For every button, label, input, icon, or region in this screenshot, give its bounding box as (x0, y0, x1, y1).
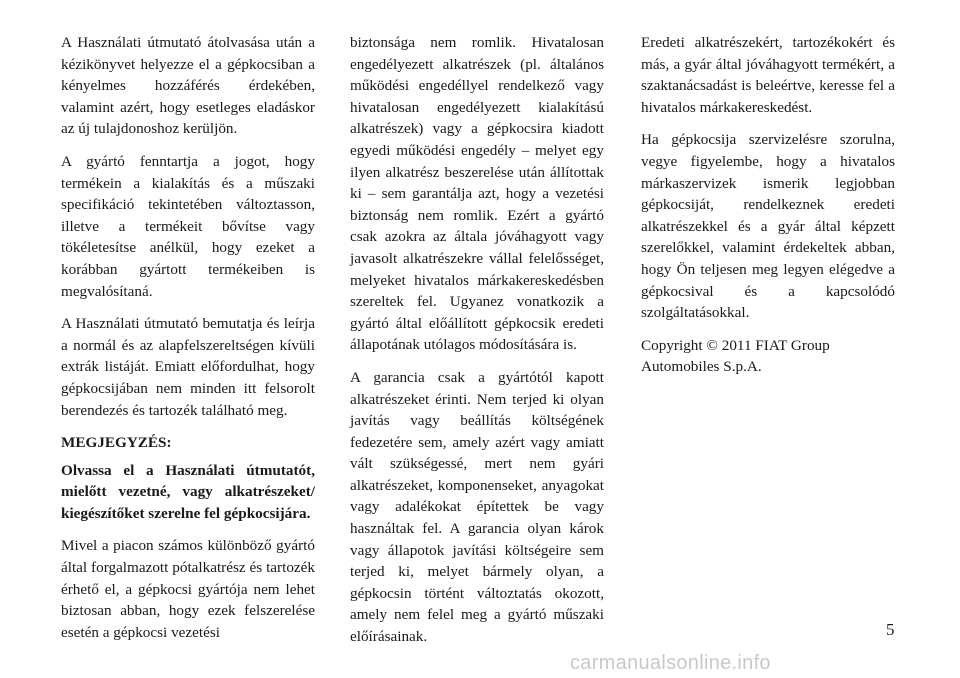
page-number: 5 (886, 620, 895, 639)
paragraph-manual-storage: A Használati útmutató átolvasása után a kézikönyvet helyezze el a gépkocsiban a kényelmes hozzáférés érdekében, valamint azért, hogy esetleges eladáskor az új tulajdonoshoz kerüljön. (61, 34, 315, 138)
text-column-middle (350, 32, 604, 659)
note-text: Olvassa el a Használati útmutatót, mielőtt vezetné, vagy alkatrészeket/ kiegészítőket szerelne fel gépkocsijára. (61, 461, 315, 522)
paragraph-service: Ha gépkocsija szervizelésre szorulna, vegye figyelembe, hogy a hivatalos márkaszervizek ismerik legjobban gépkocsiját, rendelkeznek eredeti alkatrészekkel és a gyár által képzett szerelőkkel, valamint érdekeltek abban, hogy Ön teljesen meg legyen elégedve a gépkocsival és a kapcsolódó szolgáltatásokkal. (641, 131, 895, 322)
paragraph-approved-parts: biztonsága nem romlik. Hivatalosan engedélyezett alkatrészek (pl. általános működési engedéllyel rendelkező vagy hivatalosan engedélyezett kialakítású alkatrészek) vagy a gépkocsira kiadott egyedi működési engedély – melyet egy ilyen alkatrész beszerelése után állítottak ki – sem garantálja azt, hogy a vezetési biztonság nem romlik. Ezért a gyártó csak azokra az általa jóváhagyott vagy javasolt alkatrészekre vállal felelősséget, melyeket hivatalos márkakereskedésben szereltek fel. Ugyanez vonatkozik a gyártó által előállított gépkocsik eredeti állapotának utólagos módosítására is. (350, 34, 604, 354)
copyright-notice: Copyright © 2011 FIAT Group Automobiles S.p.A. (641, 336, 830, 376)
paragraph-manufacturer-rights: A gyártó fenntartja a jogot, hogy termékein a kialakítás és a műszaki specifikáció tekintetében változtasson, illetve a termékeit bővítse vagy tökéletesítse anélkül, hogy ezeket a korábban gyártott termékeiben is megvalósítaná. (61, 152, 315, 300)
paragraph-warranty: A garancia csak a gyártótól kapott alkatrészeket érinti. Nem terjed ki olyan javítás vagy beállítás költségének fedezetére sem, amely azért vagy amiatt vált szükségessé, mert nem gyári alkatrészeket, komponenseket, anyagokat vagy adalékokat építettek be vagy használtak fel. A garancia olyan károk vagy állapotok javítási költségeire sem terjed ki, melyet bármely olyan, a gépkocsin történt változtatás okozott, amely nem felel meg a gyártó műszaki előírásainak. (350, 368, 604, 646)
paragraph-aftermarket-parts: Mivel a piacon számos különböző gyártó által forgalmazott pótalkatrész és tartozék érhető el, a gépkocsi gyártója nem lehet biztosan abban, hogy ezek felszerelése esetén a gépkocsi vezetési (61, 537, 315, 641)
note-heading: MEGJEGYZÉS: (61, 434, 172, 452)
text-column-left (61, 32, 315, 654)
watermark: carmanualsonline.info (570, 652, 771, 674)
paragraph-equipment-list: A Használati útmutató bemutatja és leírja a normál és az alapfelszereltségen kívüli extrák listáját. Emiatt előfordulhat, hogy gépkocsijában nem minden itt felsorolt berendezés és tartozék található meg. (61, 315, 315, 419)
paragraph-original-parts: Eredeti alkatrészekért, tartozékokért és más, a gyár által jóváhagyott termékért, a szaktanácsadást is beleértve, keresse fel a hivatalos márkakereskedést. (641, 34, 895, 116)
text-column-right (641, 32, 895, 389)
